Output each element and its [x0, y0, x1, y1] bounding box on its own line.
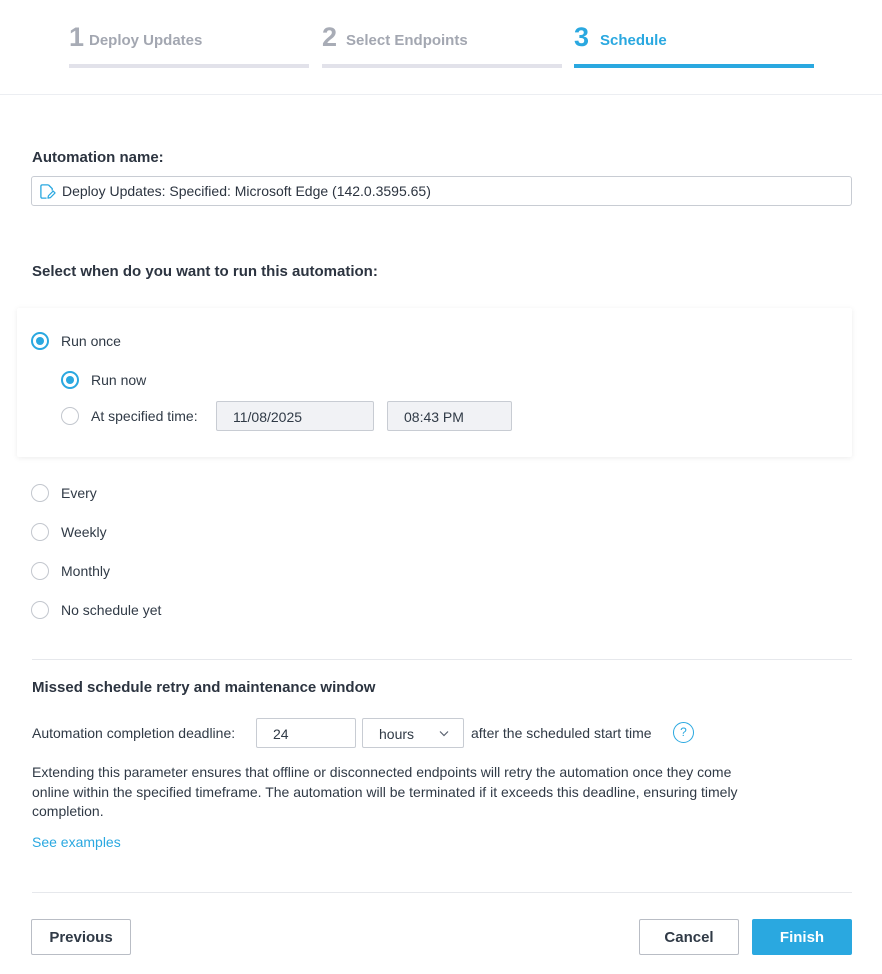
retry-heading: Missed schedule retry and maintenance window — [32, 679, 376, 696]
date-input[interactable]: 11/08/2025 — [216, 401, 374, 431]
time-input[interactable]: 08:43 PM — [387, 401, 512, 431]
no-schedule-label: No schedule yet — [61, 602, 162, 618]
step-label: Schedule — [600, 32, 667, 49]
help-icon[interactable]: ? — [673, 722, 694, 743]
step-select-endpoints[interactable] — [322, 22, 562, 68]
deadline-unit-value: hours — [379, 726, 415, 742]
run-now-label: Run now — [91, 372, 147, 388]
run-once-radio[interactable] — [31, 332, 49, 350]
step-schedule[interactable] — [574, 22, 814, 68]
monthly-radio[interactable] — [31, 562, 49, 580]
no-schedule-radio[interactable] — [31, 601, 49, 619]
deadline-label: Automation completion deadline: — [32, 725, 236, 741]
step-number: 3 — [574, 22, 590, 52]
at-specified-time-radio[interactable] — [61, 407, 79, 425]
automation-name-label: Automation name: — [32, 149, 164, 166]
retry-description: Extending this parameter ensures that offline or disconnected endpoints will retry the automation once they come online within the specified timeframe. The automation will be terminated if it exceeds this deadline, ensuring timely completion. — [32, 764, 738, 819]
wizard-stepper — [0, 0, 882, 95]
deadline-unit-select[interactable] — [362, 718, 464, 748]
step-label: Deploy Updates — [89, 32, 203, 49]
run-now-radio[interactable] — [61, 371, 79, 389]
step-deploy-updates[interactable] — [69, 22, 309, 68]
step-label: Select Endpoints — [346, 32, 468, 49]
step-number: 2 — [322, 22, 338, 52]
section-divider — [32, 659, 852, 660]
chevron-down-icon — [439, 730, 449, 737]
automation-name-input[interactable] — [31, 176, 852, 206]
schedule-heading: Select when do you want to run this automation: — [32, 263, 378, 280]
step-number: 1 — [69, 22, 85, 52]
monthly-label: Monthly — [61, 563, 111, 579]
every-radio[interactable] — [31, 484, 49, 502]
deadline-suffix: after the scheduled start time — [471, 725, 652, 741]
at-specified-time-label: At specified time: — [91, 408, 198, 424]
see-examples-link[interactable]: See examples — [32, 834, 121, 850]
edit-icon — [39, 183, 56, 200]
automation-name-value: Deploy Updates: Specified: Microsoft Edge (142.0.3595.65) — [62, 183, 431, 199]
run-once-label: Run once — [61, 333, 121, 349]
every-label: Every — [61, 485, 97, 501]
weekly-radio[interactable] — [31, 523, 49, 541]
cancel-button[interactable]: Cancel — [639, 919, 739, 955]
deadline-input[interactable]: 24 — [256, 718, 356, 748]
weekly-label: Weekly — [61, 524, 107, 540]
footer-divider — [32, 892, 852, 893]
previous-button[interactable]: Previous — [31, 919, 131, 955]
finish-button[interactable]: Finish — [752, 919, 852, 955]
